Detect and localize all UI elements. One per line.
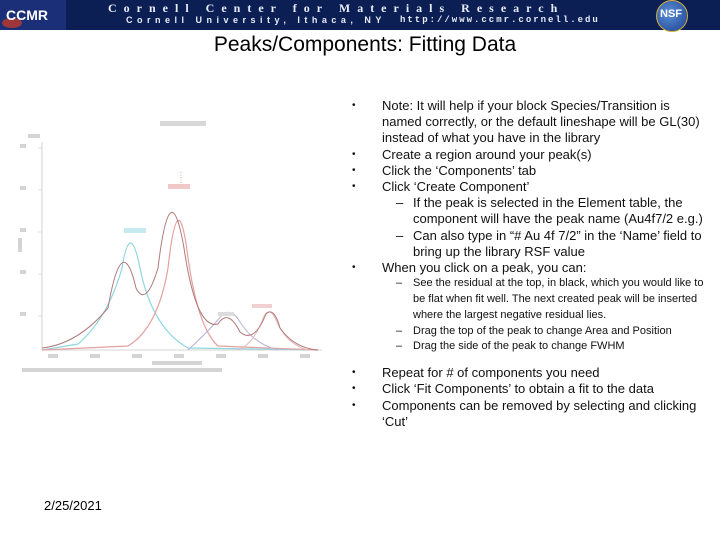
bullet-remove-components: • Components can be removed by selecting and clicking ‘Cut’ bbox=[356, 398, 706, 430]
header-banner bbox=[0, 0, 720, 30]
bullet-create-region: • Create a region around your peak(s) bbox=[356, 147, 706, 163]
sub-bullet-name-field: – Can also type in “# Au 4f 7/2” in the ‘Name’ field to bring up the library RSF value bbox=[356, 228, 706, 260]
bullet-repeat: • Repeat for # of components you need bbox=[356, 365, 706, 381]
logo-text: CCMR bbox=[6, 7, 48, 23]
sub-bullet-drag-top: – Drag the top of the peak to change Area and Position bbox=[356, 324, 706, 340]
bullet-note: • Note: It will help if your block Species/Transition is named correctly, or the default lineshape will be GL(30) instead of what you have in the library bbox=[356, 98, 706, 147]
university-line: Cornell University, Ithaca, NY bbox=[126, 15, 386, 25]
ccmr-logo bbox=[0, 0, 66, 30]
bullet-click-peak: • When you click on a peak, you can: bbox=[356, 260, 706, 276]
website-url: http://www.ccmr.cornell.edu bbox=[400, 15, 600, 25]
bullet-create-component: • Click ‘Create Component’ bbox=[356, 179, 706, 195]
center-name: Cornell Center for Materials Research bbox=[108, 1, 565, 15]
nsf-text: NSF bbox=[660, 8, 682, 20]
sub-bullet-element-table: – If the peak is selected in the Element table, the component will have the peak name (Au4f7/2 e.g.) bbox=[356, 195, 706, 227]
slide-title: Peaks/Components: Fitting Data bbox=[213, 33, 517, 56]
bullet-fit-components: • Click ‘Fit Components’ to obtain a fit to the data bbox=[356, 381, 706, 397]
fitting-plot-image bbox=[18, 118, 338, 376]
spacer bbox=[356, 355, 706, 365]
bullet-components-tab: • Click the ‘Components’ tab bbox=[356, 163, 706, 179]
slide-date: 2/25/2021 bbox=[44, 498, 102, 513]
sub-bullet-drag-side: – Drag the side of the peak to change FWHM bbox=[356, 339, 706, 355]
nsf-logo bbox=[648, 0, 696, 30]
sub-bullet-residual: – See the residual at the top, in black, which you would like to be flat when fit well. The next created peak will be inserted where the largest negative residual lies. bbox=[356, 276, 706, 323]
bullet-list bbox=[356, 98, 706, 430]
